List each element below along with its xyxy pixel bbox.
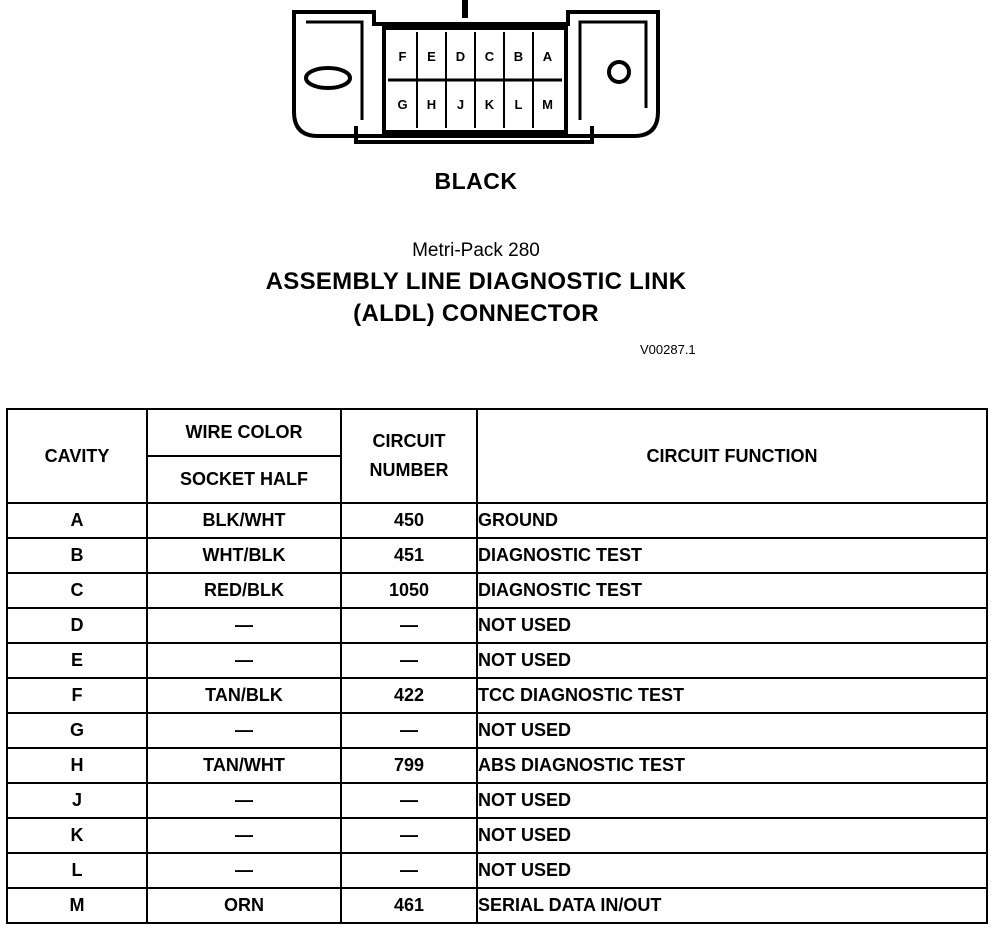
table-row — [7, 538, 987, 573]
pin-label-g: G — [397, 97, 408, 112]
mounting-hole-left — [306, 68, 350, 88]
cell-cavity: M — [7, 888, 147, 923]
cell-wire-color: — — [147, 608, 341, 643]
cell-wire-color: — — [147, 853, 341, 888]
cell-wire-color: WHT/BLK — [147, 538, 341, 573]
cell-circuit-number: 799 — [341, 748, 477, 783]
cell-wire-color: — — [147, 713, 341, 748]
connector-title-line1: ASSEMBLY LINE DIAGNOSTIC LINK — [265, 268, 687, 295]
cell-wire-color: — — [147, 643, 341, 678]
header-socket-half: SOCKET HALF — [147, 456, 341, 503]
table-row — [7, 748, 987, 783]
cell-circuit-function: ABS DIAGNOSTIC TEST — [477, 748, 987, 783]
table-row — [7, 713, 987, 748]
pin-label-e: E — [427, 49, 436, 64]
pin-label-f: F — [398, 49, 407, 64]
cell-cavity: C — [7, 573, 147, 608]
cell-cavity: K — [7, 818, 147, 853]
connector-color-label: BLACK — [434, 168, 518, 194]
pin-label-m: M — [542, 97, 553, 112]
pin-label-c: C — [484, 49, 495, 64]
cell-circuit-function: DIAGNOSTIC TEST — [477, 538, 987, 573]
header-wire-color: WIRE COLOR — [147, 409, 341, 456]
figure-reference-code: V00287.1 — [640, 342, 696, 357]
table-row — [7, 888, 987, 923]
cell-wire-color: — — [147, 818, 341, 853]
cell-circuit-number: 461 — [341, 888, 477, 923]
cell-cavity: D — [7, 608, 147, 643]
cell-wire-color: ORN — [147, 888, 341, 923]
cell-circuit-number: — — [341, 608, 477, 643]
cell-cavity: H — [7, 748, 147, 783]
pinout-table — [6, 408, 988, 924]
pin-label-l: L — [514, 97, 523, 112]
connector-title-line2: (ALDL) CONNECTOR — [353, 300, 599, 327]
pin-cavity-grid — [384, 28, 566, 132]
cell-cavity: G — [7, 713, 147, 748]
pin-label-h: H — [426, 97, 437, 112]
pin-label-k: K — [484, 97, 495, 112]
header-circuit-number-line2: NUMBER — [369, 460, 449, 480]
header-cavity: CAVITY — [7, 409, 147, 503]
aldl-connector-diagram — [286, 0, 666, 150]
pinout-table-body — [7, 503, 987, 923]
table-row — [7, 853, 987, 888]
cell-circuit-function: DIAGNOSTIC TEST — [477, 573, 987, 608]
cell-circuit-function: NOT USED — [477, 608, 987, 643]
cell-cavity: E — [7, 643, 147, 678]
pin-label-a: A — [542, 49, 553, 64]
table-row — [7, 503, 987, 538]
header-circuit-function: CIRCUIT FUNCTION — [477, 409, 987, 503]
cell-cavity: B — [7, 538, 147, 573]
cell-circuit-number: — — [341, 643, 477, 678]
cell-wire-color: TAN/BLK — [147, 678, 341, 713]
mounting-hole-right — [609, 62, 629, 82]
cell-circuit-number: 1050 — [341, 573, 477, 608]
table-row — [7, 783, 987, 818]
cell-cavity: L — [7, 853, 147, 888]
pin-label-j: J — [456, 97, 465, 112]
table-row — [7, 678, 987, 713]
table-row — [7, 608, 987, 643]
cell-circuit-number: — — [341, 853, 477, 888]
table-row — [7, 818, 987, 853]
cell-circuit-function: NOT USED — [477, 783, 987, 818]
cell-wire-color: RED/BLK — [147, 573, 341, 608]
header-circuit-number — [341, 409, 477, 503]
cell-circuit-number: — — [341, 818, 477, 853]
cell-circuit-function: NOT USED — [477, 853, 987, 888]
cell-circuit-function: NOT USED — [477, 818, 987, 853]
connector-latch-tab — [462, 0, 468, 18]
cell-wire-color: BLK/WHT — [147, 503, 341, 538]
cell-circuit-function: NOT USED — [477, 713, 987, 748]
cell-circuit-number: 451 — [341, 538, 477, 573]
cell-circuit-number: 450 — [341, 503, 477, 538]
pin-label-b: B — [513, 49, 524, 64]
cell-circuit-number: 422 — [341, 678, 477, 713]
connector-subtitle: Metri-Pack 280 — [412, 240, 540, 261]
cell-circuit-function: NOT USED — [477, 643, 987, 678]
cell-circuit-function: GROUND — [477, 503, 987, 538]
cell-cavity: A — [7, 503, 147, 538]
table-row — [7, 643, 987, 678]
pin-label-d: D — [455, 49, 466, 64]
header-circuit-number-line1: CIRCUIT — [372, 431, 446, 451]
cell-cavity: F — [7, 678, 147, 713]
cell-circuit-number: — — [341, 783, 477, 818]
cell-wire-color: — — [147, 783, 341, 818]
cell-wire-color: TAN/WHT — [147, 748, 341, 783]
cell-cavity: J — [7, 783, 147, 818]
cell-circuit-function: SERIAL DATA IN/OUT — [477, 888, 987, 923]
cell-circuit-number: — — [341, 713, 477, 748]
cell-circuit-function: TCC DIAGNOSTIC TEST — [477, 678, 987, 713]
table-row — [7, 573, 987, 608]
